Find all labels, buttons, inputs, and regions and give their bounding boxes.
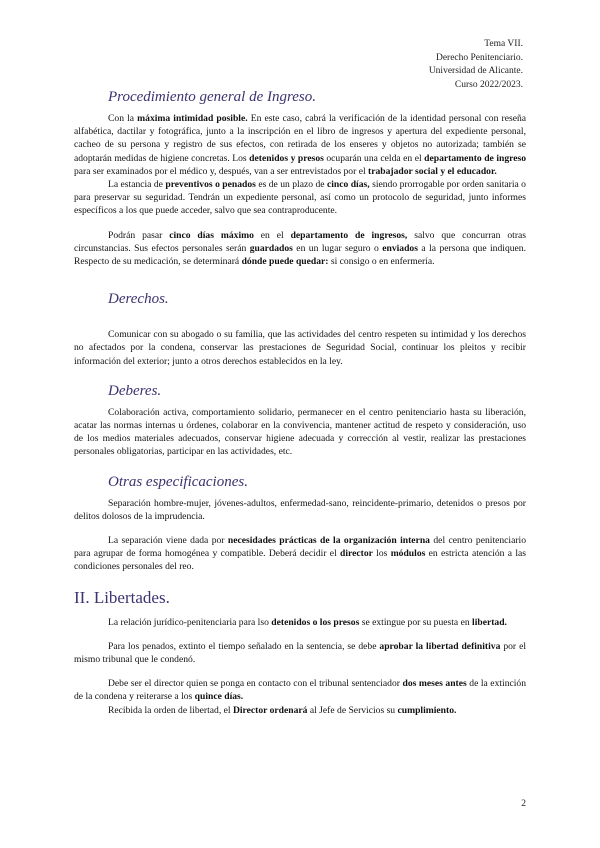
paragraph: Con la máxima intimidad posible. En este caso, cabrá la verificación de la identidad personal con reseña alfabética, dactilar y fotográfica, junto a la inscripción en el libro de ingresos y apertura del expediente personal, cacheo de su persona y registro de sus efectos, con retirada de los enseres y objetos no autorizada; también se adoptarán medidas de higiene concretas. Los detenidos y presos ocuparán una celda en el departamento de ingreso para ser examinados por el médico y, después, van a ser entrevistados por el trabajador social y el educador.: [74, 113, 527, 177]
bold-text: director: [340, 548, 373, 560]
page-number: 2: [521, 799, 526, 809]
paragraph: La relación jurídico-penitenciaria para lso detenidos o los presos se extingue por su puesta en libertad.: [108, 616, 507, 628]
page-header: [429, 38, 523, 92]
paragraph: La separación viene dada por necesidades prácticas de la organización interna del centro penitenciario para agrupar de forma homogénea y compatible. Deberá decidir el director los módulos en estricta atención a las condiciones personales del reo.: [74, 535, 527, 573]
page-body: [74, 88, 526, 717]
bold-text: departamento de ingresos,: [290, 229, 408, 241]
header-course: Curso 2022/2023.: [454, 79, 523, 90]
header-topic: Tema VII.: [484, 39, 523, 49]
bold-text: dónde puede quedar:: [241, 256, 329, 268]
bold-text: detenidos o los presos: [271, 616, 360, 628]
paragraph: Separación hombre-mujer, jóvenes-adultos, enfermedad-sano, reincidente-primario, detenidos o presos por delitos dolosos de la imprudencia.: [74, 497, 526, 522]
paragraph: Colaboración activa, comportamiento solidario, permanecer en el centro penitenciario hasta su liberación, acatar las normas internas u órdenes, colaborar en la convivencia, mantener actitud de respeto y consideración, uso de los medios materiales adecuados, conservar higiene adecuada y corrección al vestir, realizar las prestaciones personales obligatorias, participar en las actividades, etc.: [74, 406, 526, 458]
bold-text: dos meses antes: [402, 678, 467, 690]
bold-text: departamento de ingreso: [424, 152, 526, 164]
bold-text: detenidos y presos: [249, 152, 324, 164]
bold-text: módulos: [390, 548, 426, 560]
bold-text: libertad.: [472, 616, 507, 628]
section-heading-otras: Otras especificaciones.: [108, 473, 248, 490]
paragraph: La estancia de preventivos o penados es de un plazo de cinco días, siendo prorrogable por orden sanitaria o para preservar su seguridad. Tendrán un expediente personal, así como un protocolo de seguridad, junto informes específicos a los que puede acceder, salvo que sea contraproducente.: [74, 179, 526, 217]
section-heading-ingreso: Procedimiento general de Ingreso.: [108, 89, 317, 105]
bold-text: guardados: [249, 242, 293, 254]
section-heading-deberes: Deberes.: [108, 382, 162, 399]
bold-text: cinco días máximo: [169, 229, 254, 241]
bold-text: preventivos o penados: [165, 179, 256, 191]
bold-text: trabajador social y el educador.: [368, 165, 497, 177]
paragraph: Debe ser el director quien se ponga en contacto con el tribunal sentenciador dos meses antes de la extinción de la condena y reiterarse a los quince días.: [74, 678, 527, 703]
paragraph: Recibida la orden de libertad, el Director ordenará al Jefe de Servicios su cumplimiento.: [108, 704, 457, 716]
bold-text: aprobar la libertad definitiva: [379, 640, 501, 652]
bold-text: cumplimiento.: [397, 704, 457, 716]
header-subject: Derecho Penitenciario.: [435, 52, 523, 63]
paragraph: Comunicar con su abogado o su familia, que las actividades del centro respeten su intimidad y los derechos no afectados por la condena, conservar las prestaciones de Seguridad Social, continuar los pleitos y recibir información del exterior; junto a otros derechos establecidos en la ley.: [74, 329, 526, 367]
bold-text: máxima intimidad posible.: [137, 113, 248, 124]
bold-text: Director ordenará: [232, 704, 308, 716]
chapter-heading-libertades: II. Libertades.: [74, 587, 170, 607]
section-heading-derechos: Derechos.: [108, 291, 169, 308]
paragraph: Para los penados, extinto el tiempo señalado en la sentencia, se debe aprobar la libertad definitiva por el mismo tribunal que le condenó.: [74, 640, 527, 666]
bold-text: necesidades prácticas de la organización interna: [227, 535, 430, 547]
bold-text: quince días.: [194, 691, 244, 703]
header-university: Universidad de Alicante.: [428, 66, 523, 76]
paragraph: Podrán pasar cinco días máximo en el departamento de ingresos, salvo que concurran otras circunstancias. Sus efectos personales serán guardados en un lugar seguro o enviados a la persona que indiquen. Respecto de su medicación, se determinará dónde puede quedar: si consigo o en enfermería.: [74, 229, 527, 268]
bold-text: cinco días,: [326, 179, 370, 191]
bold-text: enviados: [382, 242, 418, 254]
